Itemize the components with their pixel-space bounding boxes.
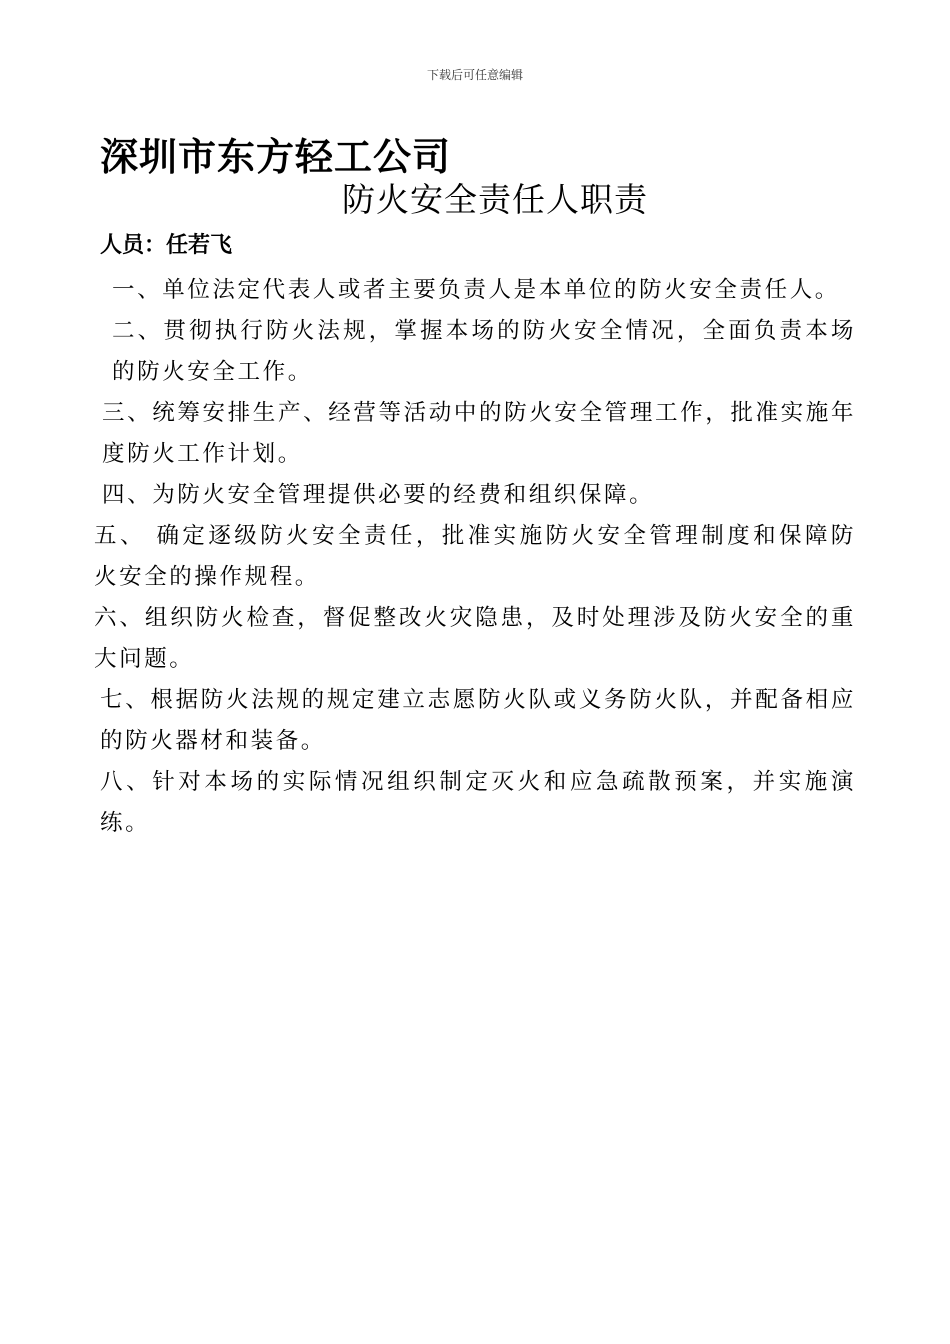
duty-item-7: 七、根据防火法规的规定建立志愿防火队或义务防火队，并配备相应的防火器材和装备。 [100, 687, 856, 754]
duty-item-8: 八、针对本场的实际情况组织制定灭火和应急疏散预案，并实施演练。 [100, 769, 856, 836]
document-title: 防火安全责任人职责 [342, 180, 648, 219]
duty-item-1: 一、单位法定代表人或者主要负责人是本单位的防火安全责任人。 [112, 277, 840, 303]
duty-item-4: 四、为防火安全管理提供必要的经费和组织保障。 [102, 482, 655, 508]
duty-item-6: 六、组织防火检查，督促整改火灾隐患，及时处理涉及防火安全的重大问题。 [94, 605, 856, 672]
duty-item-5: 五、 确定逐级防火安全责任，批准实施防火安全管理制度和保障防火安全的操作规程。 [94, 523, 856, 590]
header-note: 下载后可任意编辑 [426, 68, 523, 82]
duty-item-2: 二、贯彻执行防火法规，掌握本场的防火安全情况，全面负责本场的防火安全工作。 [112, 318, 856, 385]
person-line: 人员：任若飞 [100, 233, 233, 258]
duties-list [94, 270, 856, 844]
duty-item-3: 三、统筹安排生产、经营等活动中的防火安全管理工作，批准实施年度防火工作计划。 [102, 400, 856, 467]
company-name: 深圳市东方轻工公司 [100, 135, 452, 179]
